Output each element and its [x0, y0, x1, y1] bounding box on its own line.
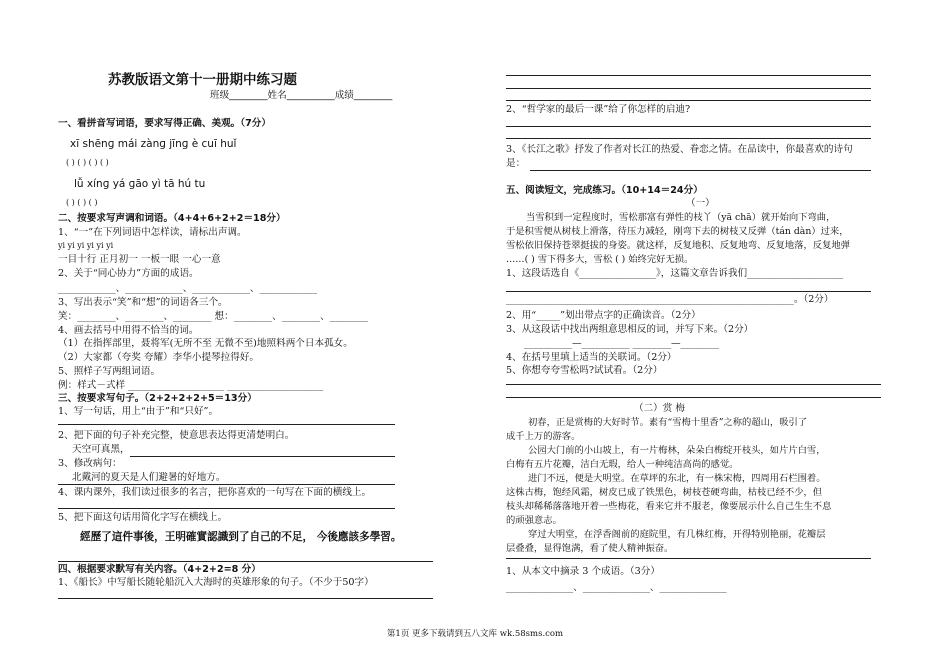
r-question-4-reading: 4、在括号里填上适当的关联词。（2分）: [506, 352, 677, 363]
passage-2-line: 的顽强意志。: [506, 515, 562, 526]
s2-q3-blanks[interactable]: 笑：________、________、________ 想：________、________、________: [58, 311, 369, 322]
header-info: 班级________姓名__________成绩________: [210, 90, 393, 101]
passage-2-line: 公园大门前的小山坡上，有一片梅林，朵朵白梅绽开枝头，如片片白雪，: [528, 445, 826, 456]
passage-1-line: ……( ) 雪下得多大，雪松 ( ) 始终完好无损。: [506, 254, 694, 265]
r-question-1-end[interactable]: ____________________________________________________________。（2分）: [506, 294, 834, 305]
answer-line[interactable]: [530, 170, 871, 171]
page-title: 苏教版语文第十一册期中练习题: [108, 72, 297, 88]
s2-question-3: 3、写出表示“笑”和“想”的词语各三个。: [58, 297, 228, 308]
passage-2-line: 穿过大明堂，在浮香阁前的庭院里，有几株红梅，开得特别艳丽，花瓣层: [528, 529, 826, 540]
section-3-heading: 三、按要求写句子。（2+2+2+2+5＝13分）: [58, 393, 257, 404]
passage-1-label: （一）: [686, 198, 715, 209]
s3-q3-sentence: 北戴河的夏天是人们避暑的好地方。: [72, 472, 226, 483]
s2-question-5: 5、照样子写两组词语。: [58, 366, 161, 377]
s2-question-1: 1、“一”在下列词语中怎样读，请标出声调。: [58, 227, 247, 238]
s4-question-1: 1、《船长》中写船长随轮船沉入大海时的英雄形象的句子。（不少于50字）: [58, 577, 374, 588]
s3-question-4: 4、课内课外，我们读过很多的名言，把你喜欢的一句写在下面的横线上。: [58, 487, 372, 498]
answer-line[interactable]: [130, 456, 395, 457]
pinyin-row-2: lǚ xínɡ yá ɡāo yì tā hú tu: [74, 178, 206, 190]
pinyin-row-1: xī shēnɡ mái zànɡ jīnɡ è cuī huǐ: [70, 138, 237, 150]
section-4-heading: 四、根据要求默写有关内容。（4+2+2=8 分）: [58, 564, 261, 575]
answer-brackets-1[interactable]: ( ) ( ) ( ) ( ): [66, 158, 109, 167]
s3-question-5: 5、把下面这句话用简化字写在横线上。: [58, 512, 228, 523]
p2-question-1: 1、从本文中摘录 3 个成语。（3分）: [506, 566, 660, 577]
s3-question-1: 1、写一句话，用上“由于”和“只好”。: [58, 406, 219, 417]
page-footer: 第1页 更多下载请到五八文库 wk.58sms.com: [386, 629, 564, 639]
s2-q5-example[interactable]: 例：样式－式样 ____________________ ____________________: [58, 380, 324, 391]
answer-line[interactable]: [506, 126, 871, 127]
passage-2-line: 层叠叠，显得饱满，看了使人精神振奋。: [506, 543, 674, 554]
answer-line[interactable]: [506, 75, 871, 76]
yi-words: 一目十行 正月初一 一板一眼 一心一意: [58, 254, 221, 265]
passage-2-title: （二）赏 梅: [634, 403, 686, 414]
passage-2-line: 枝头却稀稀落落地开着一些梅花，看来它并不服老，像要展示什么自己生生不息: [506, 501, 832, 512]
s3-question-2: 2、把下面的句子补充完整，使意思表达得更清楚明白。: [58, 430, 295, 441]
answer-line[interactable]: [58, 508, 395, 509]
r-question-2-reading: 2、用“_____”划出带点字的正确读音。（2分）: [506, 310, 701, 321]
s2-q4-item-1: （1）在指挥部里，聂将军(无所不至 无微不至)地照料两个日本孤女。: [58, 338, 353, 349]
r-question-3-reading: 3、从这段话中找出两组意思相反的词，并写下来。（2分）: [506, 324, 754, 335]
p2-q1-blanks[interactable]: ______________、______________、______________: [506, 582, 727, 593]
r-question-5-reading: 5、你想夸夸雪松吗?试试看。（2分）: [506, 365, 663, 376]
passage-2-line: 白梅有五片花瓣，洁白无瑕，给人一种纯洁高尚的感觉。: [506, 459, 739, 470]
answer-line[interactable]: [58, 561, 433, 562]
passage-1-line: 于是积雪便从树枝上滑落，待压力减轻，刚弯下去的树枝又反弹（tán dàn）过来，: [506, 226, 849, 237]
s3-q5-sentence: 經歷了這件事後，王明確實認識到了自己的不足， 今後應該多學習。: [80, 531, 402, 543]
answer-line[interactable]: [506, 384, 881, 385]
answer-line[interactable]: [506, 291, 871, 292]
passage-2-line: 进门不远，便是大明堂。在草坪的东北，有一株宋梅，四周用石栏围着。: [528, 473, 826, 484]
answer-line[interactable]: [58, 598, 433, 599]
answer-brackets-2[interactable]: ( ) ( ) ( ): [66, 198, 98, 207]
passage-2-line: 这株古梅，饱经风霜，树皮已成了铁黑色，树枝苍硬弯曲，枯枝已经不少，但: [506, 487, 823, 498]
answer-line[interactable]: [506, 100, 871, 101]
answer-line[interactable]: [506, 88, 871, 89]
yi-tone-marks: yi yi yi yi yi yi: [58, 241, 114, 250]
answer-line[interactable]: [506, 138, 871, 139]
passage-2-line: 初春，正是赏梅的大好时节。素有“雪梅十里香”之称的超山，吸引了: [528, 417, 808, 428]
answer-line[interactable]: [506, 397, 881, 398]
r-question-2: 2、“哲学家的最后一课”给了你怎样的启迪?: [506, 104, 691, 115]
s3-question-3: 3、修改病句：: [58, 458, 122, 469]
r-q3-blanks[interactable]: __________—__________ ________—________: [524, 338, 719, 349]
answer-line[interactable]: [58, 424, 395, 425]
section-5-heading: 五、阅读短文，完成练习。（10+14＝24分）: [506, 185, 703, 196]
s2-question-4: 4、画去括号中用得不恰当的词。: [58, 325, 199, 336]
r-question-3-line-2: 是：: [506, 158, 526, 169]
answer-line[interactable]: [58, 484, 395, 485]
passage-1-line: 雪松依旧保持苍翠挺拔的身姿。就这样，反复地积、反复地弯、反复地落，反复地弹: [506, 240, 850, 251]
section-1-heading: 一、看拼音写词语，要求写得正确、美观。（7分）: [58, 118, 271, 129]
s2-q4-item-2: （2）大家都（夸奖 夸耀）李华小提琴拉得好。: [58, 352, 260, 363]
answer-line[interactable]: [506, 558, 871, 559]
passage-2-line: 成千上万的游客。: [506, 431, 581, 442]
s2-q2-blanks[interactable]: ____________、____________、____________、____________: [58, 283, 318, 294]
passage-1-line: 当雪积到一定程度时，雪松那富有弹性的枝丫（yā chā）就开始向下弯曲，: [526, 212, 836, 223]
r-question-3-line-1: 3、《长江之歌》抒发了作者对长江的热爱、眷恋之情。在品读中，你最喜欢的诗句: [506, 144, 853, 155]
s2-question-2: 2、关于“同心协力”方面的成语。: [58, 268, 199, 279]
s3-q2-sentence: 天空可真黑，: [72, 444, 130, 455]
section-2-heading: 二、按要求写声调和词语。（4+4+6+2+2＝18分）: [58, 213, 286, 224]
r-question-1[interactable]: 1、这段话选自《________________》，这篇文章告诉我们____________________: [506, 268, 844, 279]
